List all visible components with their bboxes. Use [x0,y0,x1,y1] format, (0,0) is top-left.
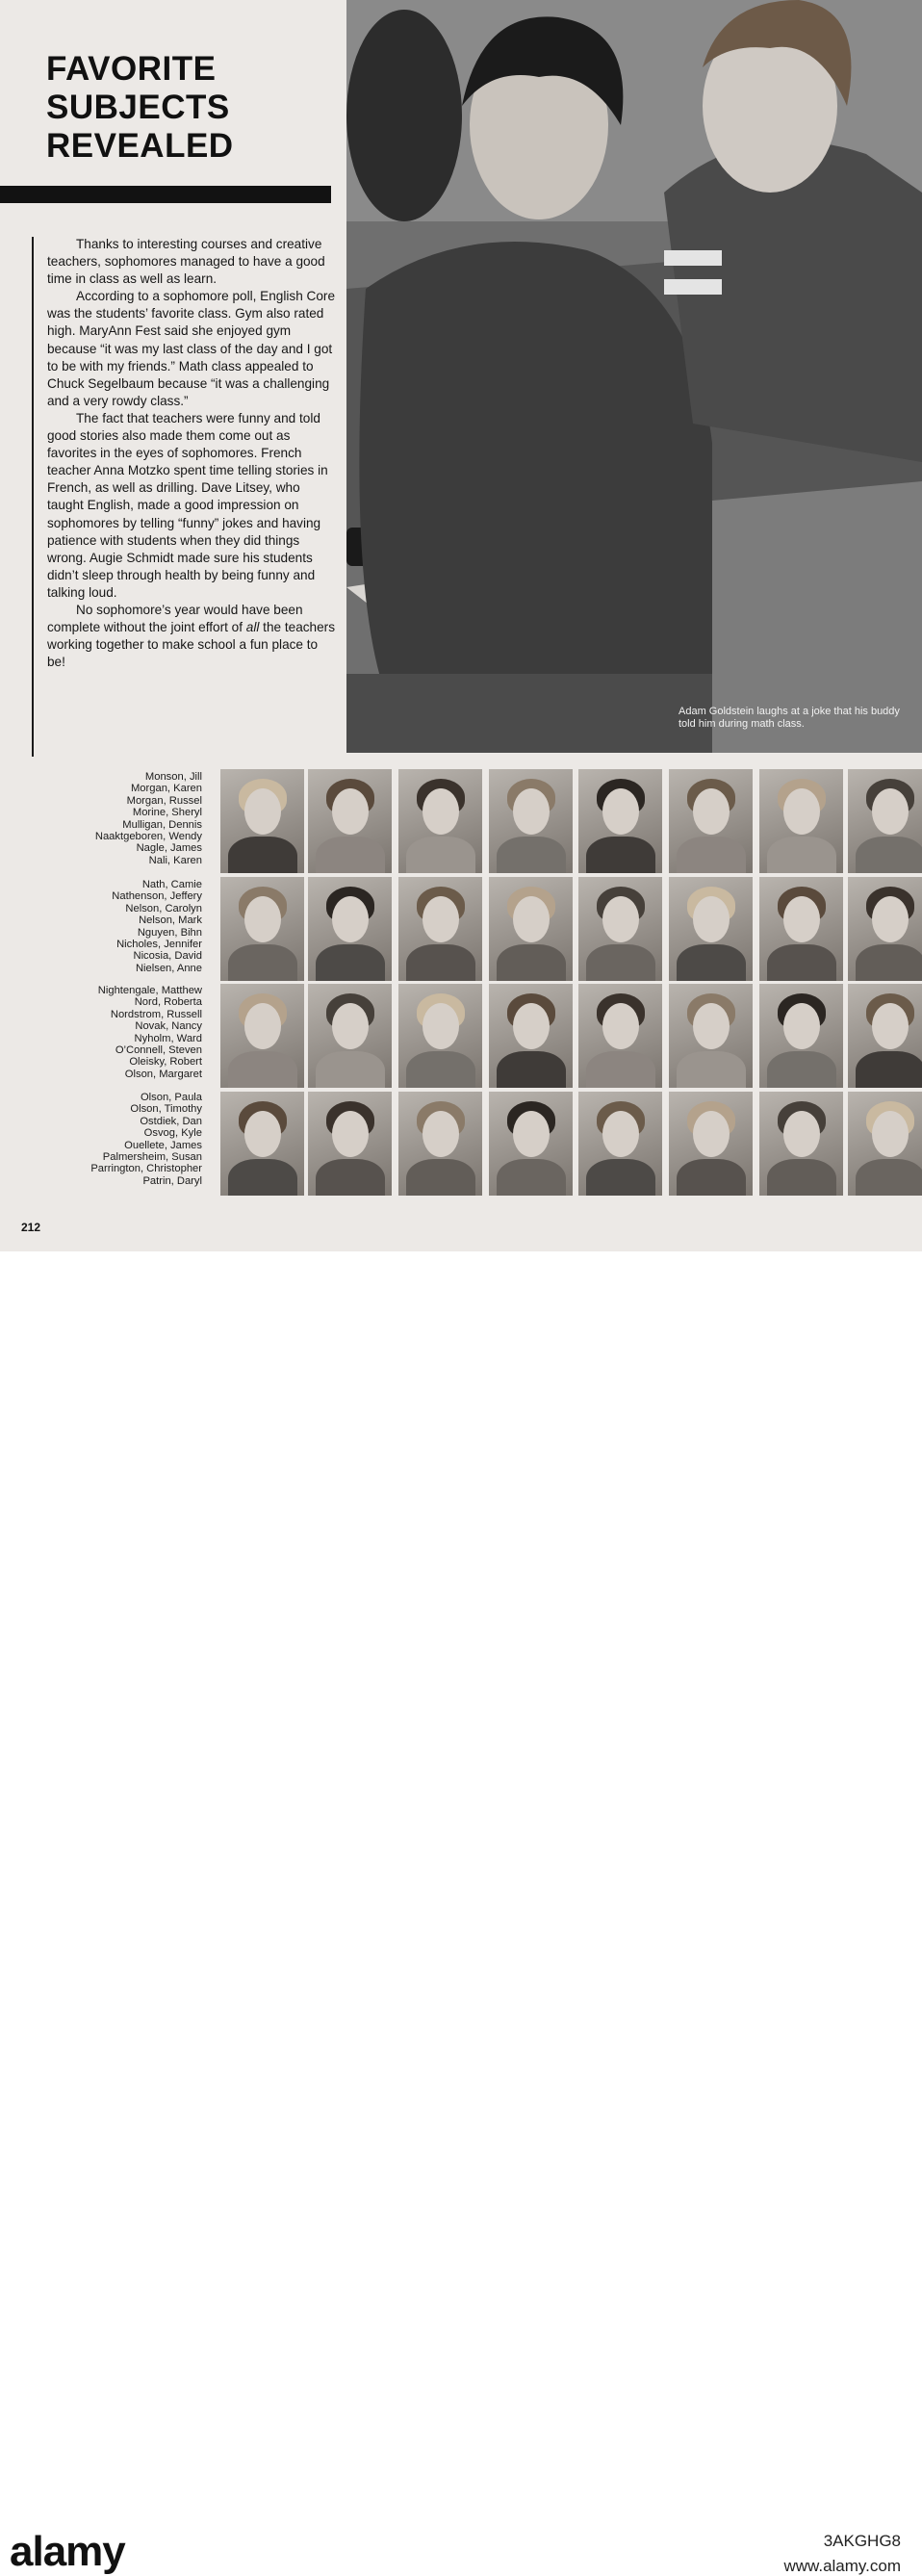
portrait-face [783,1111,820,1157]
student-portrait [669,984,753,1088]
student-portrait [759,984,843,1088]
student-portrait [220,877,304,981]
portrait-face [872,788,909,835]
roster-name: Mulligan, Dennis [122,818,202,831]
roster-name: Nath, Camie [141,879,202,890]
roster-name: Olson, Timothy [130,1103,202,1116]
student-portrait [848,984,922,1088]
roster-name: Nyholm, Ward [134,1032,202,1044]
watermark-bar [0,1251,922,2575]
article-headline [46,50,335,166]
portrait-face [423,1111,459,1157]
student-portrait [669,877,753,981]
portrait-shoulders [228,1051,297,1088]
portrait-shoulders [316,1159,385,1196]
student-portrait [308,984,392,1088]
portrait-shoulders [677,1051,746,1088]
portrait-shoulders [767,837,836,873]
roster-name: Nicosia, David [133,950,202,963]
student-portrait [578,984,662,1088]
roster-name: Nicholes, Jennifer [116,939,202,951]
portrait-face [244,896,281,942]
roster-names [29,985,202,1080]
portrait-face [513,1003,550,1049]
portrait-shoulders [228,837,297,873]
roster-names [29,879,202,974]
student-portrait [489,1092,573,1196]
headline-rule [0,186,331,203]
portrait-shoulders [316,944,385,981]
portrait-shoulders [497,837,566,873]
roster-name: Novak, Nancy [135,1020,202,1033]
portrait-face [423,788,459,835]
student-portrait [759,877,843,981]
roster-name: Nordstrom, Russell [110,1008,202,1020]
portrait-shoulders [677,944,746,981]
column-bar [32,237,34,757]
portrait-face [693,788,730,835]
portrait-face [872,1111,909,1157]
portrait-shoulders [316,837,385,873]
student-portrait [489,769,573,873]
roster-name: Olson, Margaret [124,1068,202,1080]
portrait-face [602,1111,639,1157]
roster-name: Nelson, Carolyn [125,902,202,914]
portrait-shoulders [677,1159,746,1196]
portrait-face [783,788,820,835]
student-portrait [848,1092,922,1196]
portrait-shoulders [856,1159,922,1196]
roster-name: Monson, Jill [144,771,202,783]
article-paragraph: Thanks to interesting courses and creative teachers, sophomores managed to have a good time in class as well as learn. [47,237,325,287]
portrait-shoulders [767,1051,836,1088]
student-portrait [759,1092,843,1196]
roster-name: Olson, Paula [140,1092,202,1103]
student-portrait [398,877,482,981]
classroom-photo-illustration [346,0,922,753]
roster-name: O’Connell, Steven [115,1044,202,1057]
portrait-face [423,896,459,942]
roster-name: Nathenson, Jeffery [112,890,202,903]
roster-name: Morine, Sheryl [132,807,202,819]
photo-caption: Adam Goldstein laughs at a joke that his buddy told him during math class. [679,706,900,730]
article-paragraph: The fact that teachers were funny and told good stories also made them come out as favorites in the eyes of sophomores. French teacher Anna Motzko spent time telling stories in French, as well as drilling. Dave Litsey, who taught English, made a good impression on sophomores by telling “funny” jokes and having patience with students when they did things wrong. Augie Schmidt made sure his students didn’t sleep through health by being funny and talking loud. [47,410,328,600]
student-portrait [669,769,753,873]
alamy-logo: alamy [10,2528,125,2575]
roster-names [29,771,202,866]
student-portrait [398,769,482,873]
portrait-shoulders [856,1051,922,1088]
portrait-face [872,896,909,942]
roster-name: Naaktgeboren, Wendy [94,831,202,843]
student-portrait [578,1092,662,1196]
roster-name: Ouellete, James [124,1139,202,1151]
roster-name: Nelson, Mark [139,914,202,927]
roster-name: Oleisky, Robert [129,1056,202,1069]
portrait-shoulders [767,944,836,981]
portrait-face [693,896,730,942]
roster-names [29,1092,202,1187]
student-portrait [220,1092,304,1196]
portrait-shoulders [406,944,475,981]
roster-name: Ostdiek, Dan [140,1115,202,1127]
student-portrait [398,984,482,1088]
student-portrait [220,984,304,1088]
page-number: 212 [21,1221,41,1234]
roster-name: Morgan, Karen [130,783,202,795]
student-portrait [308,877,392,981]
portrait-face [332,788,369,835]
portrait-face [693,1003,730,1049]
portrait-face [332,896,369,942]
yearbook-page [0,0,922,1251]
portrait-shoulders [228,944,297,981]
article-body [47,236,336,671]
roster-name: Parrington, Christopher [90,1163,202,1175]
student-portrait [308,769,392,873]
portrait-shoulders [406,1051,475,1088]
portrait-face [602,896,639,942]
portrait-face [693,1111,730,1157]
headline-line: FAVORITE [46,50,217,88]
student-portrait [578,769,662,873]
portrait-shoulders [767,1159,836,1196]
portrait-shoulders [586,837,655,873]
student-portrait [308,1092,392,1196]
portrait-face [783,1003,820,1049]
student-portrait [848,769,922,873]
portrait-face [244,1003,281,1049]
student-portrait [220,769,304,873]
portrait-face [244,1111,281,1157]
portrait-face [602,788,639,835]
portrait-shoulders [497,1051,566,1088]
student-portrait [489,984,573,1088]
roster-name: Nagle, James [136,842,202,855]
roster-name: Morgan, Russel [126,794,202,807]
roster-name: Nielsen, Anne [135,962,202,974]
site-url: www.alamy.com [783,2557,901,2575]
student-portrait [759,769,843,873]
portrait-shoulders [856,837,922,873]
article-paragraph: No sophomore’s year would have been complete without the joint effort of all the teachers working together to make school a fun place to be! [47,602,335,670]
headline-line: SUBJECTS [46,89,230,126]
roster-name: Patrin, Daryl [142,1174,202,1187]
student-portrait [398,1092,482,1196]
roster-name: Nord, Roberta [134,996,202,1009]
student-portrait [669,1092,753,1196]
portrait-face [783,896,820,942]
portrait-face [423,1003,459,1049]
portrait-face [332,1003,369,1049]
portrait-face [513,896,550,942]
student-portrait [848,877,922,981]
roster-name: Nali, Karen [148,854,202,866]
classroom-photo [346,0,922,753]
portrait-face [513,1111,550,1157]
portrait-shoulders [586,1159,655,1196]
portrait-shoulders [586,944,655,981]
portrait-face [244,788,281,835]
portrait-face [513,788,550,835]
portrait-shoulders [497,944,566,981]
portrait-shoulders [677,837,746,873]
article-paragraph: According to a sophomore poll, English Core was the students’ favorite class. Gym also rated high. MaryAnn Fest said she enjoyed gym because “it was my last class of the day and I got to be with my friends.” Math class appealed to Chuck Segelbaum because “it was a challenging and a very rowdy class.” [47,289,336,408]
portrait-shoulders [406,1159,475,1196]
portrait-face [332,1111,369,1157]
portrait-shoulders [497,1159,566,1196]
portrait-shoulders [228,1159,297,1196]
roster-name: Nightengale, Matthew [97,985,202,996]
student-portrait [489,877,573,981]
image-code: 3AKGHG8 [823,2532,901,2550]
portrait-face [602,1003,639,1049]
headline-line: REVEALED [46,127,234,165]
student-portrait [578,877,662,981]
portrait-shoulders [316,1051,385,1088]
roster-name: Palmersheim, Susan [102,1151,202,1164]
portrait-shoulders [406,837,475,873]
portrait-face [872,1003,909,1049]
roster-name: Osvog, Kyle [143,1127,202,1140]
roster-name: Nguyen, Bihn [137,926,202,939]
portrait-shoulders [856,944,922,981]
portrait-shoulders [586,1051,655,1088]
